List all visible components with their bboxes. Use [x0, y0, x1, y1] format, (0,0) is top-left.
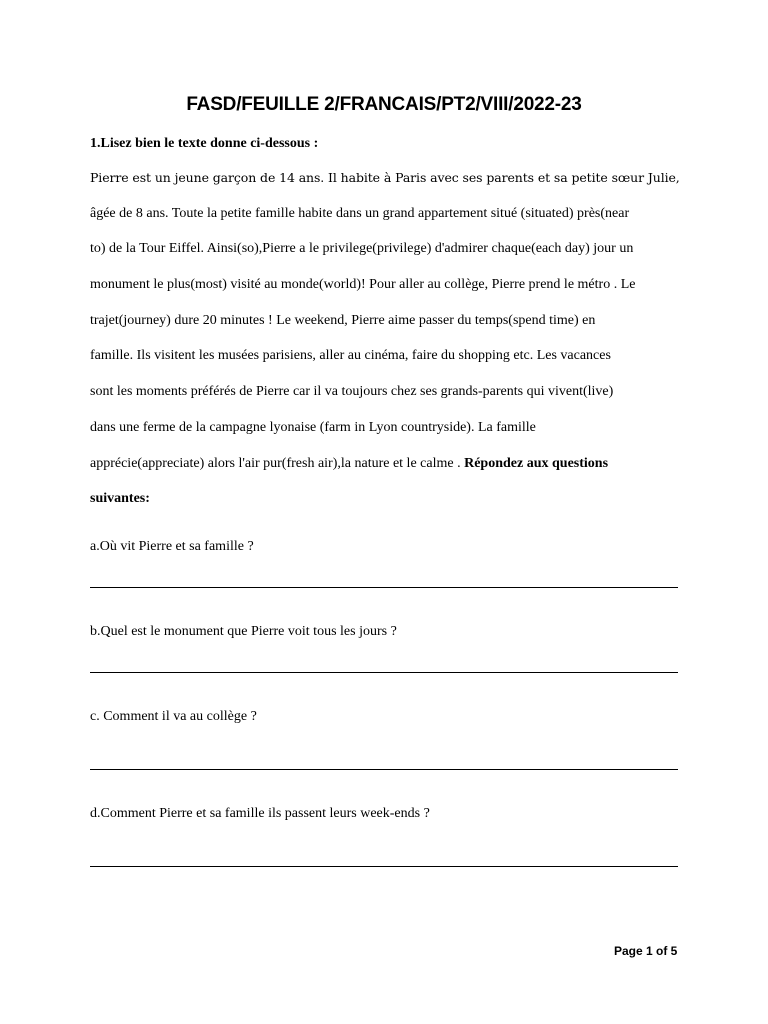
page-title: FASD/FEUILLE 2/FRANCAIS/PT2/VIII/2022-23 [186, 94, 582, 115]
reading-passage [90, 160, 690, 517]
passage-line: to) de la Tour Eiffel. Ainsi(so),Pierre a le privilege(privilege) d'admirer chaque(each day) jour un [90, 241, 634, 257]
question-a: a.Où vit Pierre et sa famille ? [90, 539, 254, 554]
questions-prompt-continuation: suivantes: [90, 491, 150, 507]
answer-line-b[interactable] [90, 672, 678, 673]
answer-line-c[interactable] [90, 769, 678, 770]
passage-line: famille. Ils visitent les musées parisiens, aller au cinéma, faire du shopping etc. Les vacances [90, 348, 611, 364]
page-number: Page 1 of 5 [614, 944, 678, 958]
passage-line-continuation [90, 481, 690, 517]
passage-line: monument le plus(most) visité au monde(world)! Pour aller au collège, Pierre prend le métro . Le [90, 277, 636, 293]
answer-line-a[interactable] [90, 587, 678, 588]
passage-line: Pierre est un jeune garçon de 14 ans. Il habite à Paris avec ses parents et sa petite sœur Julie, [90, 170, 680, 185]
question-b: b.Quel est le monument que Pierre voit tous les jours ? [90, 624, 397, 639]
passage-line-last [90, 446, 690, 482]
questions-prompt: Répondez aux questions [464, 455, 609, 471]
passage-text: apprécie(appreciate) alors l'air pur(fresh air),la nature et le calme . [90, 455, 465, 471]
instruction-heading: 1.Lisez bien le texte donne ci-dessous : [90, 136, 319, 151]
question-d: d.Comment Pierre et sa famille ils passent leurs week-ends ? [90, 806, 430, 821]
passage-line: trajet(journey) dure 20 minutes ! Le weekend, Pierre aime passer du temps(spend time) en [90, 312, 596, 328]
passage-line: sont les moments préférés de Pierre car il va toujours chez ses grands-parents qui vivent(live) [90, 384, 614, 400]
passage-line: âgée de 8 ans. Toute la petite famille habite dans un grand appartement situé (situated) près(near [90, 205, 630, 221]
answer-line-d[interactable] [90, 866, 678, 867]
passage-line: dans une ferme de la campagne lyonaise (farm in Lyon countryside). La famille [90, 419, 536, 435]
question-c: c. Comment il va au collège ? [90, 709, 257, 724]
